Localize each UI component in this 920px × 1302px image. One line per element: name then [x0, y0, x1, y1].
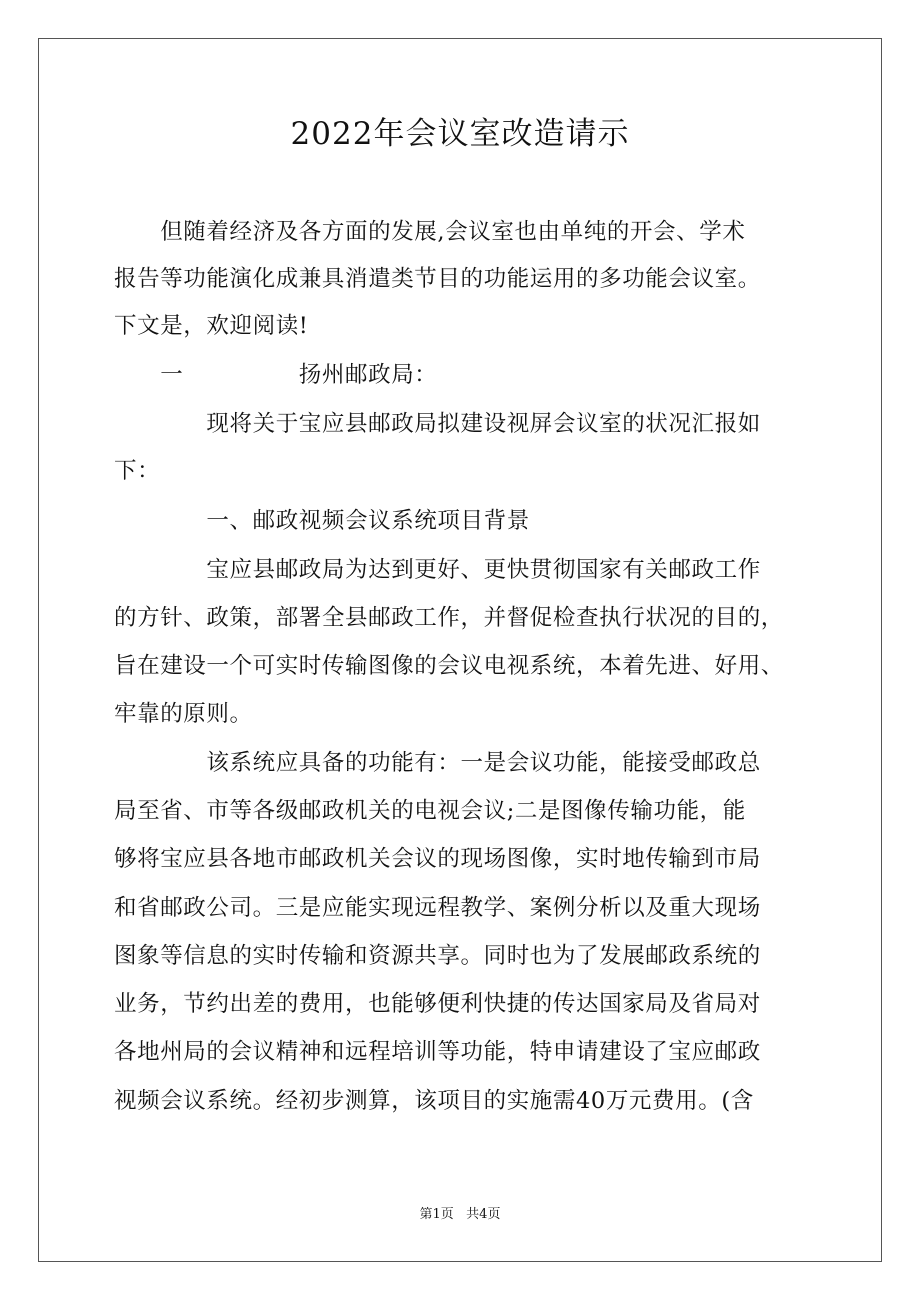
body-line: 够将宝应县各地市邮政机关会议的现场图像，实时地传输到市局: [114, 846, 761, 872]
section-heading: 一、邮政视频会议系统项目背景: [114, 508, 530, 534]
body-line: 的方针、政策，部署全县邮政工作，并督促检查执行状况的目的，: [114, 605, 784, 631]
body-line: 旨在建设一个可实时传输图像的会议电视系统，本着先进、好用、: [114, 653, 784, 679]
body-line: 宝应县邮政局为达到更好、更快贯彻国家有关邮政工作: [114, 557, 761, 583]
body-line: 和省邮政公司。三是应能实现远程教学、案例分析以及重大现场: [114, 895, 761, 921]
body-line: 但随着经济及各方面的发展,会议室也由单纯的开会、学术: [114, 219, 746, 245]
salutation-line: 一 扬州邮政局：: [114, 362, 438, 388]
page-indicator: 第1页 共4页: [419, 1207, 501, 1222]
body-line: 视频会议系统。经初步测算，该项目的实施需40万元费用。(含: [114, 1088, 754, 1114]
body-line: 图象等信息的实时传输和资源共享。同时也为了发展邮政系统的: [114, 943, 761, 969]
body-line: 局至省、市等各级邮政机关的电视会议;二是图像传输功能，能: [114, 798, 746, 824]
body-line: 该系统应具备的功能有：一是会议功能，能接受邮政总: [114, 750, 761, 776]
body-line: 下文是，欢迎阅读!: [114, 313, 309, 339]
body-line: 下：: [114, 458, 161, 484]
body-line: 各地州局的会议精神和远程培训等功能，特申请建设了宝应邮政: [114, 1039, 761, 1065]
body-line: 业务，节约出差的费用，也能够便利快捷的传达国家局及省局对: [114, 991, 761, 1017]
body-line: 现将关于宝应县邮政局拟建设视屏会议室的状况汇报如: [114, 411, 761, 437]
body-line: 报告等功能演化成兼具消遣类节目的功能运用的多功能会议室。: [114, 266, 761, 292]
document-title: 2022年会议室改造请示: [290, 116, 630, 152]
body-line: 牢靠的原则。: [114, 701, 253, 727]
